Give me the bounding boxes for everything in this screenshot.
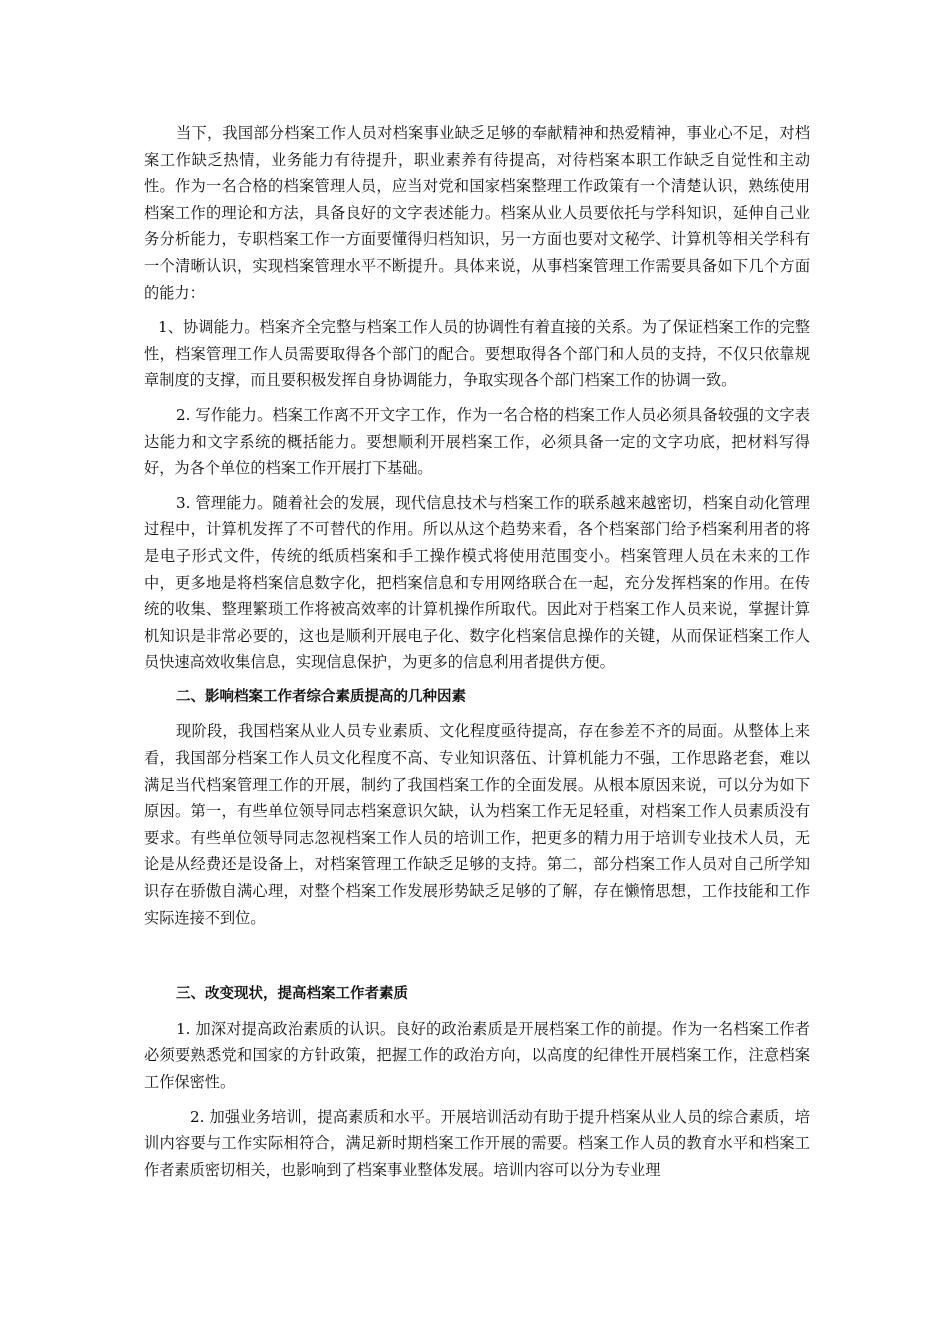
section-3-item-2-paragraph: 2. 加强业务培训，提高素质和水平。开展培训活动有助于提升档案从业人员的综合素质，培训内容要与工作实际相符合，满足新时期档案工作开展的需要。档案工作人员的教育水平和档案工作者素质密切相关，也影响到了档案事业整体发展。培训内容可以分为专业理 xyxy=(144,1107,810,1179)
section-2-heading: 二、影响档案工作者综合素质提高的几种因素 xyxy=(176,688,466,705)
section-3-heading: 三、改变现状，提高档案工作者素质 xyxy=(176,986,408,1003)
ability-management-paragraph: 3. 管理能力。随着社会的发展，现代信息技术与档案工作的联系越来越密切，档案自动化管理过程中，计算机发挥了不可替代的作用。所以从这个趋势来看，各个档案部门给予档案利用者的将是电子形式文件，传统的纸质档案和手工操作模式将使用范围变小。档案管理人员在未来的工作中，更多地是将档案信息数字化，把档案信息和专用网络联合在一起，充分发挥档案的作用。在传统的收集、整理繁琐工作将被高效率的计算机操作所取代。因此对于档案工作人员来说，掌握计算机知识是非常必要的，这也是顺利开展电子化、数字化档案信息操作的关键，从而保证档案工作人员快速高效收集信息，实现信息保护，为更多的信息利用者提供方便。 xyxy=(144,493,810,672)
section-3-item-1-paragraph: 1. 加深对提高政治素质的认识。良好的政治素质是开展档案工作的前提。作为一名档案工作者必须要熟悉党和国家的方针政策，把握工作的政治方向，以高度的纪律性开展档案工作，注意档案工作保密性。 xyxy=(144,1019,810,1091)
intro-paragraph: 当下，我国部分档案工作人员对档案事业缺乏足够的奉献精神和热爱精神，事业心不足，对档案工作缺乏热情，业务能力有待提升，职业素养有待提高，对待档案本职工作缺乏自觉性和主动性。作为一名合格的档案管理人员，应当对党和国家档案整理工作政策有一个清楚认识，熟练使用档案工作的理论和方法，具备良好的文字表述能力。档案从业人员要依托与学科知识，延伸自己业务分析能力，专职档案工作一方面要懂得归档知识，另一方面也要对文秘学、计算机等相关学科有一个清晰认识，实现档案管理水平不断提升。具体来说，从事档案管理工作需要具备如下几个方面的能力： xyxy=(144,124,810,302)
section-2-paragraph: 现阶段，我国档案从业人员专业素质、文化程度亟待提高，存在参差不齐的局面。从整体上来看，我国部分档案工作人员文化程度不高、专业知识落伍、计算机能力不强，工作思路老套，难以满足当代档案管理工作的开展，制约了我国档案工作的全面发展。从根本原因来说，可以分为如下原因。第一，有些单位领导同志档案意识欠缺，认为档案工作无足轻重，对档案工作人员素质没有要求。有些单位领导同志忽视档案工作人员的培训工作，把更多的精力用于培训专业技术人员，无论是从经费还是设备上，对档案管理工作缺乏足够的支持。第二，部分档案工作人员对自己所学知识存在骄傲自满心理，对整个档案工作发展形势缺乏足够的了解，存在懒惰思想，工作技能和工作实际连接不到位。 xyxy=(144,722,810,927)
ability-coordination-paragraph: 1、协调能力。档案齐全完整与档案工作人员的协调性有着直接的关系。为了保证档案工作的完整性，档案管理工作人员需要取得各个部门的配合。要想取得各个部门和人员的支持，不仅只依靠规章制度的支撑，而且要积极发挥自身协调能力，争取实现各个部门档案工作的协调一致。 xyxy=(144,318,810,390)
ability-writing-paragraph: 2. 写作能力。档案工作离不开文字工作，作为一名合格的档案工作人员必须具备较强的文字表达能力和文字系统的概括能力。要想顺利开展档案工作，必须具备一定的文字功底，把材料写得好，为各个单位的档案工作开展打下基础。 xyxy=(144,405,810,478)
document-body xyxy=(144,120,810,1183)
